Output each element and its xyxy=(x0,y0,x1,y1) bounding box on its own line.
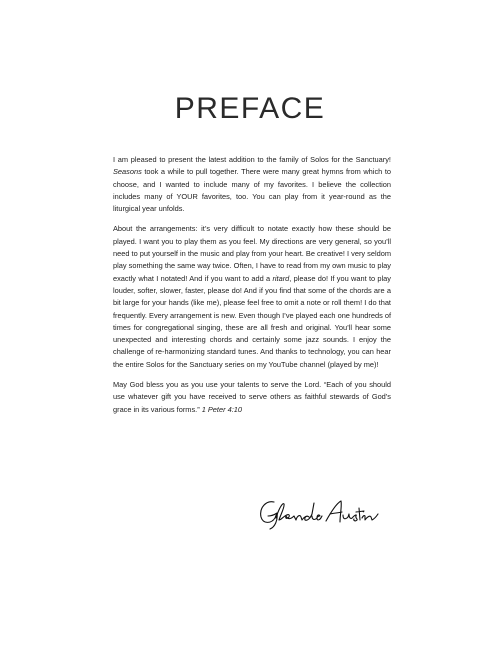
paragraph-intro xyxy=(113,154,391,215)
signature-glenda-austin xyxy=(256,496,388,534)
paragraph-arrangements-text-2: , please do! If you want to play louder, softer, slower, faster, please do! And if you find that some of the chords are a bit large for your hands (like me), please feel free to omit a note or roll them! I do that frequently. Every arrangement is new. Even though I’ve played each one hundreds of times for congregational singing, these are all fresh and original. You’ll hear some unexpected and interesting chords and certainly some jazz sounds. I enjoy the challenge of re-harmonizing standard tunes. And thanks to technology, you can hear the entire Solos for the Sanctuary series on my YouTube channel (played by me)! xyxy=(113,273,392,369)
ritard-term: ritard xyxy=(272,273,290,283)
scripture-reference: 1 Peter 4:10 xyxy=(201,404,242,414)
paragraph-blessing xyxy=(113,379,391,416)
paragraph-intro-text-1: I am pleased to present the latest addition to the family of Solos for the Sanctuary! xyxy=(113,155,391,164)
seasons-title: Seasons xyxy=(113,167,142,177)
paragraph-arrangements-text-1: About the arrangements: it’s very difficult to notate exactly how these should be played. I want you to play them as you feel. My directions are very general, so you’ll need to put yourself in the music and play from your heart. Be creative! I very seldom play something the same way twice. Often, I have to read from my own music to play exactly what I notated! And if you want to add a xyxy=(113,224,391,283)
paragraph-arrangements xyxy=(113,223,391,371)
paragraph-blessing-text: May God bless you as you use your talents to serve the Lord. “Each of you should use whatever gift you have received to serve others as faithful stewards of God’s grace in its various forms.” xyxy=(113,380,391,414)
preface-body xyxy=(113,154,391,424)
page-title: PREFACE xyxy=(174,92,326,125)
paragraph-intro-text-2: took a while to pull together. There were many great hymns from which to choose, and I wanted to include many of my favorites. I believe the collection includes many of YOUR favorites, too. You can play from it year-round as the liturgical year unfolds. xyxy=(113,167,391,214)
